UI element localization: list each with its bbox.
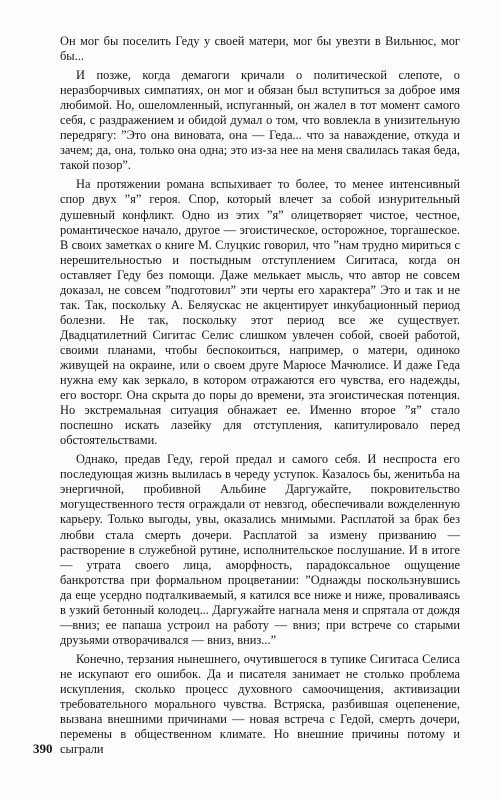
page-number: 390 [33,741,53,756]
paragraph-3: На протяжении романа вспыхивает то более, то менее интенсивный спор двух ”я” героя. Спор, который влечет за собой изнурительный душевный конфликт. Одно из этих ”я” олицетворяет чистое, честное, романтическое начало, другое — эгоистическое, осторожное, торгашеское. В своих заметках о книге М. Слуцкис говорил, что ”нам трудно мириться с нерешительностью и постыдным отступлением Сигитаса, когда он оставляет Геду без помощи. Даже мелькает мысль, что автор не совсем доказал, не совсем ”подготовил” эти черты его характера” Это и так и не так. Так, поскольку А. Беляускас не акцентирует инкубационный период болезни. Не так, поскольку этот период все же существует. Двадцатилетний Сигитас Селис слишком увлечен собой, своей работой, своими планами, чтобы беспокоиться, например, о матери, одиноко живущей на окраине, или о своем друге Марюсе Мачюлисе. И даже Геда нужна ему как зеркало, в котором отражаются его чувства, его надежды, его восторг. Она скрыта до поры до времени, эта эгоистическая потенция. Но экстремальная ситуация обнажает ее. Именно второе ”я” стало поспешно искать лазейку для отступления, капитулировало перед обстоятельствами. [60,177,460,448]
paragraph-2: И позже, когда демагоги кричали о политической слепоте, о неразборчивых симпатиях, он мог и обязан был вступиться за доброе имя любимой. Но, ошеломленный, испуганный, он жалел в тот момент самого себя, с раздражением и обидой думал о том, что вовлекла в унизительную передрягу: ”Это она виновата, она — Геда... что за наваждение, откуда и зачем; да, она, только она одна; это из-за нее на меня свалилась такая беда, такой позор”. [60,68,460,173]
paragraph-5: Конечно, терзания нынешнего, очутившегося в тупике Сигитаса Селиса не искупают его ошибок. Да и писателя занимает не столько проблема искупления, сколько процесс духовного самоочищения, активизации требовательного морального чувства. Встряска, разбившая оцепенение, вызвана внешними причинами — новая встреча с Гедой, смерть дочери, перемены в общественном климате. Но внешние причины потому и сыграли [60,651,460,757]
body-text [60,34,460,761]
paragraph-1: Он мог бы поселить Геду у своей матери, мог бы увезти в Вильнюс, мог бы... [60,34,460,64]
paragraph-4: Однако, предав Геду, герой предал и самого себя. И неспроста его последующая жизнь вылилась в череду уступок. Казалось бы, женитьба на энергичной, пробивной Альбине Даргужайте, покровительство могущественного тестя ограждали от невзгод, обеспечивали вожделенную карьеру. Только выгоды, увы, оказались мнимыми. Расплатой за брак без любви стала смерть дочери. Расплатой за измену призванию — растворение в служебной рутине, исполнительское послушание. И в итоге — утрата своего лица, аморфность, парадоксальное ощущение банкротства при формальном процветании: ”Однажды поскользнувшись да еще усердно подталкиваемый, я катился все ниже и ниже, проваливаясь в узкий бетонный колодец... Даргужайте нагнала меня и спрятала от дождя —вниз; ее папаша устроил на работу — вниз; при встрече со старыми друзьями отворачивался — вниз, вниз...” [60,452,460,647]
